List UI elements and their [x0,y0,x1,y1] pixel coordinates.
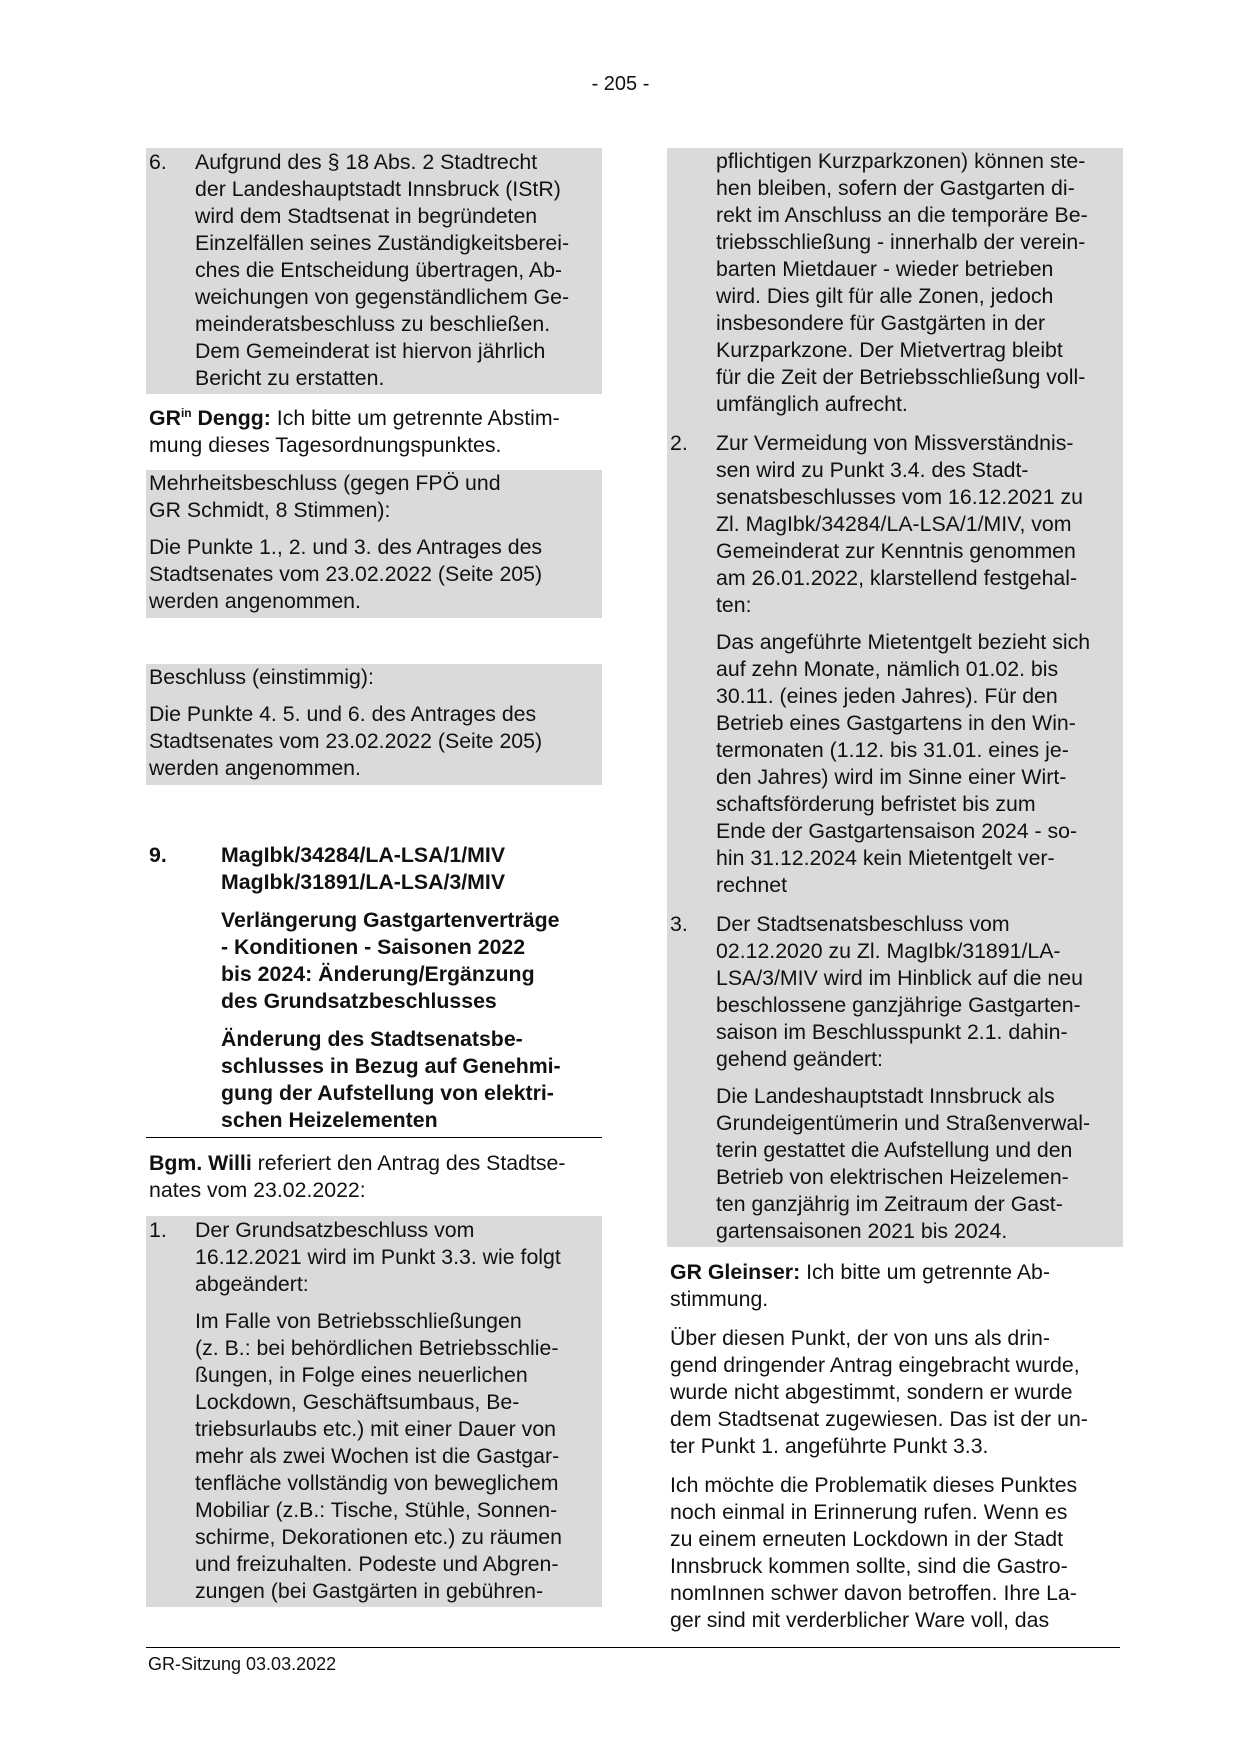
speaker-statement-dengg: $GR^{in}$ Dengg: Ich bitte um getrennte Abstim- mung dieses Tagesordnungspunktes. [149,405,560,457]
list-item-3 [667,901,1123,1247]
resolution-heading: Mehrheitsbeschluss (gegen FPÖ und GR Schmidt, 8 Stimmen): [149,471,501,522]
paragraph: Ich möchte die Problematik dieses Punktes noch einmal in Erinnerung rufen. Wenn es zu einem erneuten Lockdown in der Stadt Innsbruck kommen sollte, sind die Gastro- nomInnen schwer davon betroffen. Ihre La- ger sind mit verderblicher Ware voll, das [670,1473,1078,1632]
speaker-name: $GR^{in}$ Dengg: [149,405,271,430]
item-text: Aufgrund des § 18 Abs. 2 Stadtrecht der Landeshauptstadt Innsbruck (IStR) wird dem Stadtsenat in begründeten Einzelfällen seines Zuständigkeitsberei- ches die Entscheidung übertragen, Ab- weichungen von gegenständlichem Ge- meinderatsbeschluss zu beschließen. Dem Gemeinderat ist hiervon jährlich Bericht zu erstatten. [195,150,570,390]
agenda-number: 9. [149,843,167,867]
item-number: 3. [670,912,688,936]
agenda-item-9 [146,842,602,1134]
item-text: Der Stadtsenatsbeschluss vom 02.12.2020 zu Zl. MagIbk/31891/LA- LSA/3/MIV wird im Hinblick auf die neu beschlossene ganzjährige Gastgarten- saison im Beschlusspunkt 2.1. dahin- gehend geändert: [716,912,1083,1071]
speaker-name: GR Gleinser: [670,1260,801,1284]
agenda-title: Verlängerung Gastgartenverträge - Konditionen - Saisonen 2022 bis 2024: Änderung/Ergänzung des Grundsatzbeschlusses [221,908,560,1013]
speaker-statement-gleinser: GR Gleinser: Ich bitte um getrennte Ab- stimmung. [670,1260,1050,1311]
item-subtext: Im Falle von Betriebsschließungen (z. B.: bei behördlichen Betriebsschlie- ßungen, in Folge eines neuerlichen Lockdown, Geschäftsumbaus, Be- triebsurlaubs etc.) mit einer Dauer von mehr als zwei Wochen ist die Gastgar- tenfläche vollständig von beweglichem Mobiliar (z.B.: Tische, Stühle, Sonnen- schirme, Dekorationen etc.) zu räumen und freizuhalten. Podeste und Abgren- zungen (bei Gastgärten in gebühren- [195,1309,562,1603]
agenda-subtitle: Änderung des Stadtsenatsbe- schlusses in Bezug auf Genehmi- gung der Aufstellung von elektri- schen Heizelementen [221,1027,561,1132]
resolution-text: Die Punkte 4. 5. und 6. des Antrages des Stadtsenates vom 23.02.2022 (Seite 205) werden angenommen. [149,702,543,780]
item-text: Der Grundsatzbeschluss vom 16.12.2021 wird im Punkt 3.3. wie folgt abgeändert: [195,1218,561,1296]
item-1-continuation [667,148,1123,420]
resolution-heading: Beschluss (einstimmig): [149,665,374,689]
list-item-2 [667,420,1123,901]
list-item-6 [146,148,602,394]
paragraph: Über diesen Punkt, der von uns als drin- gend dringender Antrag eingebracht wurde, wurde nicht abgestimmt, sondern er wurde dem Stadtsenat zugewiesen. Das ist der un- ter Punkt 1. angeführte Punkt 3.3. [670,1326,1088,1458]
agenda-divider [146,1137,602,1138]
footer-text: GR-Sitzung 03.03.2022 [148,1654,337,1674]
list-item-1 [146,1216,602,1607]
item-text: Zur Vermeidung von Missverständnis- sen wird zu Punkt 3.4. des Stadt- senatsbeschlusses vom 16.12.2021 zu Zl. MagIbk/34284/LA-LSA/1/MIV, vom Gemeinderat zur Kenntnis genommen am 26.01.2022, klarstellend festgehal- ten: [716,431,1084,617]
resolution-text: Die Punkte 1., 2. und 3. des Antrages des Stadtsenates vom 23.02.2022 (Seite 205) werden angenommen. [149,535,543,613]
resolution-unanimous [146,664,602,785]
speaker-statement-willi: Bgm. Willi referiert den Antrag des Stadtse- nates vom 23.02.2022: [149,1151,566,1202]
footer-divider [146,1647,1120,1648]
speaker-name: Bgm. Willi [149,1151,252,1175]
continuation-text: pflichtigen Kurzparkzonen) können ste- hen bleiben, sofern der Gastgarten di- rekt im Anschluss an die temporäre Be- triebsschließung - innerhalb der verein- barten Mietdauer - wieder betrieben wird. Dies gilt für alle Zonen, jedoch insbesondere für Gastgärten in der Kurzparkzone. Der Mietvertrag bleibt für die Zeit der Betriebsschließung voll- umfänglich aufrecht. [716,149,1088,416]
right-column [667,148,1123,1634]
agenda-references: MagIbk/34284/LA-LSA/1/MIV MagIbk/31891/LA-LSA/3/MIV [221,843,506,894]
page-number: - 205 - [591,73,650,95]
item-number: 1. [149,1218,167,1242]
left-column [146,148,602,1607]
item-number: 2. [670,431,688,455]
item-subtext: Das angeführte Mietentgelt bezieht sich auf zehn Monate, nämlich 01.02. bis 30.11. (eines jeden Jahres). Für den Betrieb eines Gastgartens in den Win- termonaten (1.12. bis 31.01. eines je- den Jahres) wird im Sinne einer Wirt- schaftsförderung befristet bis zum Ende der Gastgartensaison 2024 - so- hin 31.12.2024 kein Mietentgelt ver- rechnet [716,630,1091,897]
item-subtext: Die Landeshauptstadt Innsbruck als Grundeigentümerin und Straßenverwal- terin gestattet die Aufstellung und den Betrieb von elektrischen Heizelemen- ten ganzjährig im Zeitraum der Gast- gartensaisonen 2021 bis 2024. [716,1084,1091,1243]
item-number: 6. [149,150,167,174]
resolution-majority [146,470,602,618]
